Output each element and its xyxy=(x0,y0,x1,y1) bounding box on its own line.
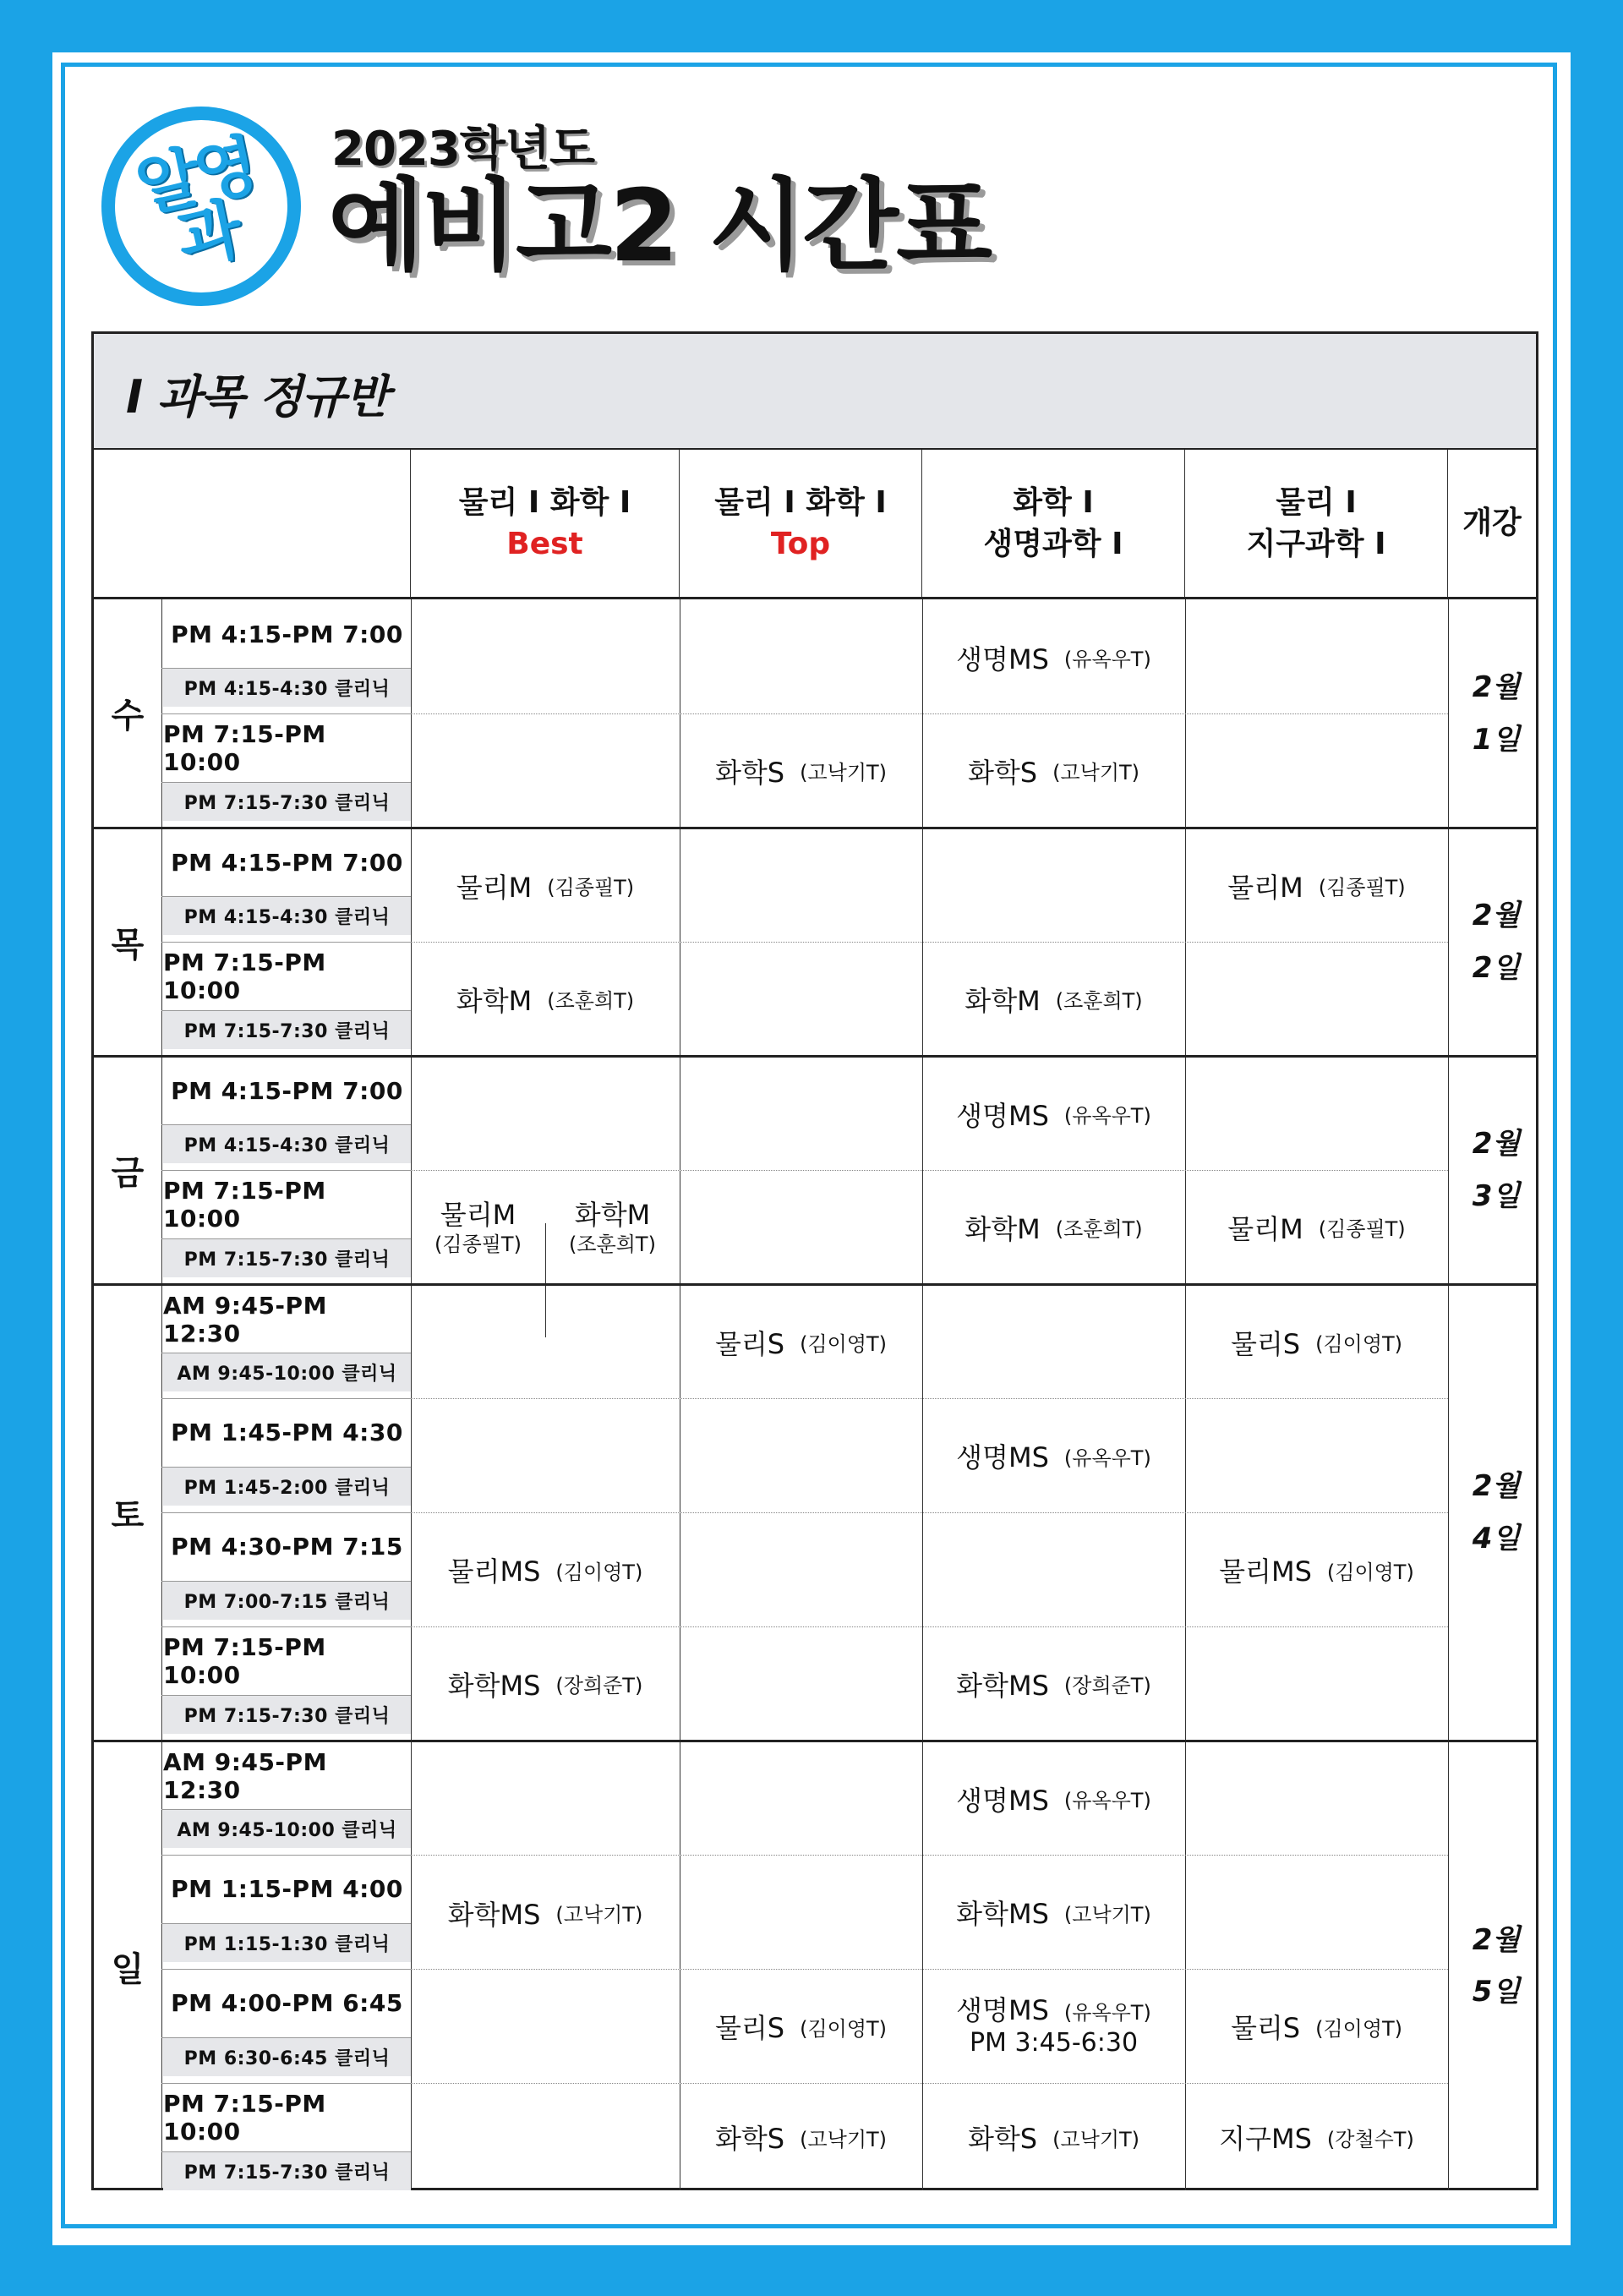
class-name: 생명MS xyxy=(956,642,1049,675)
class-cell xyxy=(411,829,680,942)
slot-time: PM 1:45-PM 4:30 xyxy=(163,1399,411,1466)
col-header-chem-bio-line1: 화학 I xyxy=(1013,484,1094,520)
class-name: 물리S xyxy=(1230,2012,1301,2044)
opening-day: 2일 xyxy=(1472,950,1521,985)
class-cell xyxy=(922,1970,1185,2083)
class-teacher: (조훈희T) xyxy=(1055,989,1143,1013)
class-teacher: (김이영T) xyxy=(1315,1332,1403,1356)
opening-date-sat xyxy=(1454,1286,1538,1740)
slot-clinic: PM 7:15-7:30 클리닉 xyxy=(163,1696,411,1734)
class-cell xyxy=(922,943,1185,1055)
day-label-wed: 수 xyxy=(111,697,145,735)
class-name: 생명MS xyxy=(956,1994,1049,2027)
class-name: 물리S xyxy=(714,1327,785,1360)
day-label-sun: 일 xyxy=(111,1949,145,1989)
opening-day: 3일 xyxy=(1472,1178,1521,1213)
opening-month: 2월 xyxy=(1472,1922,1521,1957)
class-name: 물리S xyxy=(1230,1327,1301,1360)
col-header-top-line2: Top xyxy=(770,526,831,561)
class-cell xyxy=(1185,1286,1448,1398)
section-header xyxy=(94,334,1536,450)
class-teacher: (김이영T) xyxy=(1315,2016,1403,2041)
slot-clinic: PM 4:15-4:30 클리닉 xyxy=(163,897,411,935)
slot-time: PM 7:15-PM 10:00 xyxy=(163,1171,411,1238)
class-name-line xyxy=(956,1993,1151,2027)
class-teacher: (강철수T) xyxy=(1326,2127,1414,2151)
class-cell xyxy=(411,1171,545,1283)
opening-month: 2월 xyxy=(1472,1127,1521,1162)
academy-logo xyxy=(101,107,301,306)
class-cell xyxy=(411,1742,680,2083)
class-name: 화학MS xyxy=(447,1898,541,1931)
class-name: 화학M xyxy=(965,984,1041,1017)
slot-clinic: PM 7:15-7:30 클리닉 xyxy=(163,1011,411,1049)
header-divider xyxy=(94,597,1536,599)
class-cell xyxy=(1185,829,1448,942)
class-name: 화학S xyxy=(714,756,785,789)
col-header-opening-label: 개강 xyxy=(1462,506,1522,541)
class-teacher: (조훈희T) xyxy=(569,1232,656,1256)
class-name: 화학S xyxy=(714,2123,785,2155)
class-cell xyxy=(922,1856,1185,1969)
class-cell xyxy=(411,1627,680,1740)
col-header-opening xyxy=(1448,450,1536,598)
header-empty xyxy=(94,450,411,598)
opening-date-sun xyxy=(1454,1742,1538,2190)
class-teacher: (김이영T) xyxy=(555,1560,643,1584)
slot-clinic: PM 7:15-7:30 클리닉 xyxy=(163,1239,411,1277)
class-teacher: (조훈희T) xyxy=(547,989,635,1013)
class-name: 화학M xyxy=(965,1212,1041,1245)
class-cell xyxy=(411,943,680,1055)
class-name: 화학MS xyxy=(956,1669,1049,1702)
slot-time: PM 4:15-PM 7:00 xyxy=(163,1058,411,1124)
class-cell xyxy=(545,1171,680,1283)
class-teacher: (고낙기T) xyxy=(1063,1902,1151,1927)
slot-clinic: AM 9:45-10:00 클리닉 xyxy=(163,1353,411,1391)
class-teacher: (김이영T) xyxy=(1326,1560,1414,1584)
class-name: 물리MS xyxy=(447,1555,541,1588)
col-header-best-line2: Best xyxy=(506,526,583,561)
class-cell xyxy=(922,2084,1185,2190)
class-cell xyxy=(680,2084,922,2190)
opening-month: 2월 xyxy=(1472,899,1521,933)
slot-time: AM 9:45-PM 12:30 xyxy=(163,1286,411,1353)
slot-time: PM 7:15-PM 10:00 xyxy=(163,943,411,1009)
class-teacher: (김이영T) xyxy=(800,1332,888,1356)
class-name: 물리M xyxy=(1227,871,1303,904)
class-cell xyxy=(1185,1970,1448,2083)
opening-month: 2월 xyxy=(1472,670,1521,705)
opening-date-fri xyxy=(1454,1058,1538,1283)
col-header-top xyxy=(680,450,922,598)
class-teacher: (유옥우T) xyxy=(1063,1446,1151,1470)
class-teacher: (김종필T) xyxy=(547,876,635,899)
class-alt-time: PM 3:45-6:30 xyxy=(969,2028,1139,2058)
class-name: 물리M xyxy=(440,1198,516,1231)
class-name: 생명MS xyxy=(956,1784,1049,1817)
class-name: 물리M xyxy=(456,871,533,904)
class-cell xyxy=(1185,1513,1448,1626)
slot-time: PM 7:15-PM 10:00 xyxy=(163,714,411,781)
class-name: 화학M xyxy=(574,1198,651,1231)
opening-date-wed xyxy=(1454,601,1538,827)
opening-day: 5일 xyxy=(1472,1975,1521,2009)
divider xyxy=(1448,599,1449,2190)
day-label-sat: 토 xyxy=(111,1496,145,1535)
slot-time: AM 9:45-PM 12:30 xyxy=(163,1742,411,1809)
slot-clinic: PM 1:45-2:00 클리닉 xyxy=(163,1468,411,1506)
class-name: 물리MS xyxy=(1219,1555,1312,1588)
class-name: 화학M xyxy=(456,984,533,1017)
class-name: 화학MS xyxy=(956,1898,1049,1930)
class-cell xyxy=(680,1286,922,1398)
class-name: 생명MS xyxy=(956,1099,1049,1132)
class-teacher: (조훈희T) xyxy=(1055,1217,1143,1241)
class-cell xyxy=(922,601,1185,713)
col-header-best xyxy=(411,450,680,598)
day-label-thu: 목 xyxy=(111,926,145,965)
class-name: 물리S xyxy=(714,2012,785,2044)
col-header-phys-earth xyxy=(1185,450,1448,598)
class-name: 물리M xyxy=(1227,1212,1303,1245)
class-cell xyxy=(922,1627,1185,1740)
day-label-fri: 금 xyxy=(111,1154,145,1193)
col-header-top-line1: 물리 I 화학 I xyxy=(714,484,887,520)
col-header-chem-bio xyxy=(922,450,1185,598)
col-header-phys-earth-line1: 물리 I xyxy=(1276,484,1357,520)
class-cell xyxy=(922,1171,1185,1283)
class-teacher: (고낙기T) xyxy=(1052,2127,1140,2151)
slot-clinic: PM 4:15-4:30 클리닉 xyxy=(163,669,411,707)
class-teacher: (장희준T) xyxy=(1063,1674,1151,1697)
timetable xyxy=(91,331,1538,2190)
class-cell xyxy=(922,1742,1185,1855)
slot-clinic: PM 6:30-6:45 클리닉 xyxy=(163,2038,411,2076)
col-header-phys-earth-line2: 지구과학 I xyxy=(1246,526,1386,561)
class-teacher: (김종필T) xyxy=(1318,876,1406,899)
class-teacher: (유옥우T) xyxy=(1063,2001,1151,2025)
class-cell xyxy=(680,714,922,827)
class-cell xyxy=(680,1970,922,2083)
opening-month: 2월 xyxy=(1472,1469,1521,1504)
class-cell xyxy=(1185,2084,1448,2190)
class-teacher: (장희준T) xyxy=(555,1674,643,1697)
class-name: 생명MS xyxy=(956,1441,1049,1473)
opening-date-thu xyxy=(1454,829,1538,1055)
logo-text: 알영과 xyxy=(129,128,260,279)
class-teacher: (고낙기T) xyxy=(555,1903,643,1927)
slot-clinic: PM 1:15-1:30 클리닉 xyxy=(163,1924,411,1962)
opening-day: 4일 xyxy=(1472,1521,1521,1555)
class-cell xyxy=(922,714,1185,827)
class-cell xyxy=(1185,1171,1448,1283)
class-teacher: (고낙기T) xyxy=(1052,761,1140,784)
class-name: 화학S xyxy=(967,756,1038,789)
class-teacher: (고낙기T) xyxy=(800,2127,888,2151)
class-teacher: (김종필T) xyxy=(434,1232,522,1256)
slot-clinic: AM 9:45-10:00 클리닉 xyxy=(163,1810,411,1848)
class-teacher: (김종필T) xyxy=(1318,1217,1406,1241)
class-teacher: (김이영T) xyxy=(800,2016,888,2041)
slot-time: PM 7:15-PM 10:00 xyxy=(163,1627,411,1694)
class-cell xyxy=(922,1058,1185,1170)
slot-time: PM 4:15-PM 7:00 xyxy=(163,601,411,668)
slot-time: PM 4:15-PM 7:00 xyxy=(163,829,411,896)
slot-time: PM 4:00-PM 6:45 xyxy=(163,1970,411,2036)
class-cell xyxy=(411,1513,680,1626)
class-teacher: (고낙기T) xyxy=(800,761,888,784)
slot-time: PM 4:30-PM 7:15 xyxy=(163,1513,411,1580)
slot-clinic: PM 4:15-4:30 클리닉 xyxy=(163,1125,411,1163)
class-name: 화학MS xyxy=(447,1669,541,1702)
section-title: I 과목 정규반 xyxy=(126,370,389,424)
col-header-best-line1: 물리 I 화학 I xyxy=(458,484,631,520)
class-name: 지구MS xyxy=(1219,2123,1312,2155)
slot-time: PM 1:15-PM 4:00 xyxy=(163,1856,411,1922)
slot-time: PM 7:15-PM 10:00 xyxy=(163,2084,411,2151)
opening-day: 1일 xyxy=(1472,722,1521,757)
divider xyxy=(161,599,162,2190)
class-teacher: (유옥우T) xyxy=(1063,1789,1151,1812)
class-teacher: (유옥우T) xyxy=(1063,648,1151,671)
slot-clinic: PM 7:15-7:30 클리닉 xyxy=(163,2152,411,2190)
slot-clinic: PM 7:15-7:30 클리닉 xyxy=(163,783,411,821)
page-title: 예비고2 시간표 xyxy=(328,167,991,284)
class-cell xyxy=(922,1399,1185,1512)
timetable-page xyxy=(52,52,1571,2245)
slot-clinic: PM 7:00-7:15 클리닉 xyxy=(163,1582,411,1620)
class-name: 화학S xyxy=(967,2123,1038,2155)
col-header-chem-bio-line2: 생명과학 I xyxy=(983,526,1123,561)
class-teacher: (유옥우T) xyxy=(1063,1104,1151,1128)
title-year: 2023학년도 xyxy=(331,122,595,177)
